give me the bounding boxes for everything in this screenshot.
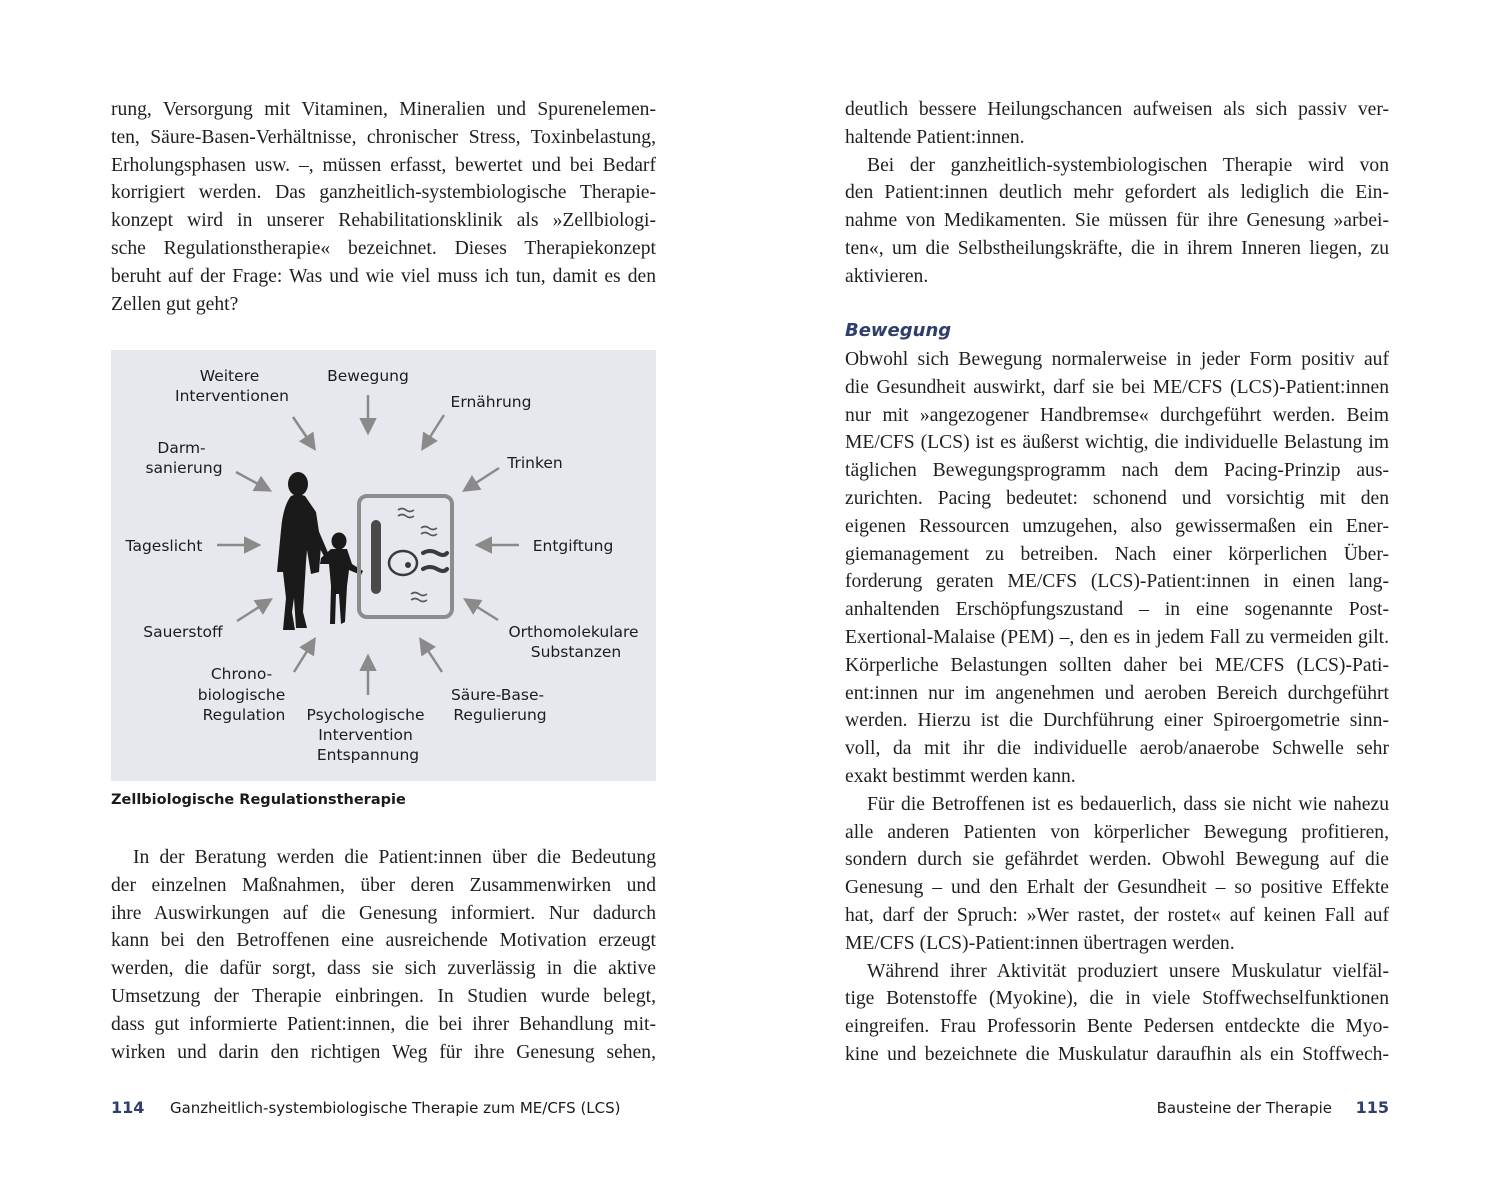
- label-psycho: Psychologische Intervention Entspannung: [306, 706, 425, 764]
- left-paragraph-1: [111, 96, 656, 318]
- label-ortho: Orthomolekulare Substanzen: [508, 623, 639, 661]
- text-line: tige Botenstoffe (Myokine), die in viele Stoffwechselfunktionen: [845, 988, 1389, 1010]
- text-line: sondern durch sie gefährdet werden. Obwohl Bewegung auf die: [845, 849, 1389, 871]
- text-line: alle anderen Patienten von körperlicher Bewegung profitieren,: [845, 821, 1389, 843]
- diagram-canvas: [111, 350, 656, 781]
- text-line: hat, darf der Spruch: »Wer rastet, der rostet« auf keinen Fall auf: [845, 904, 1389, 926]
- text-line: eingreifen. Frau Professorin Bente Pedersen entdeckte die Myo-: [845, 1016, 1389, 1038]
- text-line: Körperliche Belastungen sollten daher bei ME/CFS (LCS)-Pati-: [845, 654, 1389, 676]
- text-line: nahme von Medikamenten. Sie müssen für ihre Genesung »arbei-: [845, 210, 1389, 232]
- paragraph: [111, 844, 656, 1066]
- text-line: haltende Patient:innen.: [845, 126, 1025, 148]
- text-line: deutlich bessere Heilungschancen aufweisen als sich passiv ver-: [845, 99, 1389, 120]
- text-line: korrigiert werden. Das ganzheitlich-systembiologische Therapie-: [111, 182, 656, 204]
- paragraph: [845, 152, 1389, 291]
- label-darm: Darm- sanierung: [145, 439, 223, 477]
- left-paragraph-2: [111, 844, 656, 1066]
- arrow-sauerstoff: [237, 600, 270, 621]
- text-line: giemanagement zu betreiben. Nach einer körperlichen Über-: [845, 543, 1389, 565]
- figure-caption: Zellbiologische Regulationstherapie: [111, 792, 406, 808]
- text-line: Während ihrer Aktivität produziert unsere Muskulatur vielfäl-: [867, 960, 1389, 982]
- label-entgiftung: Entgiftung: [532, 537, 614, 555]
- child-silhouette-icon: [320, 533, 363, 625]
- paragraph: [845, 346, 1389, 791]
- text-line: Bei der ganzheitlich-systembiologischen Therapie wird von: [867, 154, 1389, 176]
- text-line: konzept wird in unserer Rehabilitationsklinik als »Zellbiologi-: [111, 210, 656, 232]
- arrow-saeure: [421, 640, 442, 672]
- text-line: dass gut informierte Patient:innen, die bei ihrer Behandlung mit-: [111, 1013, 656, 1035]
- arrow-chrono: [294, 640, 314, 672]
- text-line: forderung geraten ME/CFS (LCS)-Patient:innen in einen lang-: [845, 571, 1389, 593]
- right-page: [750, 0, 1500, 1195]
- paragraph: [845, 791, 1389, 958]
- arrow-ernaehrung: [423, 415, 444, 448]
- arrow-weitere: [293, 417, 314, 448]
- label-bewegung: Bewegung: [327, 367, 409, 385]
- section-heading: Bewegung: [845, 320, 952, 341]
- paragraph: [845, 96, 1389, 152]
- text-line: den Patient:innen deutlich mehr gefordert als lediglich die Ein-: [845, 182, 1389, 204]
- text-line: beruht auf der Frage: Was und wie viel muss ich tun, damit es den: [111, 265, 656, 287]
- running-title: Bausteine der Therapie: [1156, 1099, 1333, 1117]
- page-number: 115: [1355, 1098, 1389, 1117]
- text-line: rung, Versorgung mit Vitaminen, Mineralien und Spurenelemen-: [111, 99, 656, 120]
- text-line: ent:innen nur im angenehmen und aeroben Bereich durchgeführt: [845, 682, 1389, 704]
- text-line: ME/CFS (LCS) ist es äußerst wichtig, die individuelle Belastung im: [845, 432, 1389, 454]
- text-line: anhaltenden Erschöpfungszustand – in eine sogenannte Post-: [845, 599, 1389, 621]
- label-weitere: Weitere Interventionen: [175, 367, 289, 405]
- text-line: Umsetzung der Therapie einbringen. In Studien wurde belegt,: [111, 985, 656, 1007]
- running-title: Ganzheitlich-systembiologische Therapie zum ME/CFS (LCS): [169, 1099, 621, 1117]
- text-line: wirken und darin den richtigen Weg für ihre Genesung sehen,: [111, 1041, 656, 1063]
- cell-icon: [359, 496, 452, 617]
- text-line: In der Beratung werden die Patient:innen über die Bedeutung: [133, 847, 656, 868]
- text-line: kine und bezeichnete die Muskulatur daraufhin als ein Stoffwech-: [845, 1043, 1389, 1065]
- text-line: werden, die dafür sorgt, dass sie sich zuverlässig in die aktive: [111, 958, 656, 980]
- person-silhouette-icon: [277, 472, 329, 630]
- text-line: eigenen Ressourcen umzugehen, also gewissermaßen ein Ener-: [845, 515, 1389, 537]
- text-line: Erholungsphasen usw. –, müssen erfasst, bewertet und bei Bedarf: [111, 154, 656, 176]
- label-tageslicht: Tageslicht: [125, 537, 203, 555]
- label-ernaehrung: Ernährung: [450, 393, 532, 411]
- label-chrono: Chrono- biologische Regulation: [197, 665, 286, 724]
- text-line: exakt bestimmt werden kann.: [845, 765, 1076, 787]
- text-line: Zellen gut geht?: [111, 293, 239, 315]
- arrow-trinken: [465, 468, 499, 490]
- text-line: Obwohl sich Bewegung normalerweise in jeder Form positiv auf: [845, 349, 1389, 370]
- text-line: nur mit »angezogener Handbremse« durchgeführt werden. Beim: [845, 404, 1389, 426]
- label-saeure: Säure-Base- Regulierung: [450, 686, 547, 724]
- left-footer: [111, 1098, 621, 1117]
- text-line: ten, Säure-Basen-Verhältnisse, chronischer Stress, Toxinbelastung,: [111, 126, 656, 148]
- text-line: voll, da mit ihr die individuelle aerob/anaerobe Schwelle sehr: [845, 738, 1389, 760]
- therapy-diagram: [111, 350, 656, 781]
- arrows: [217, 395, 519, 695]
- text-line: werden. Hierzu ist die Durchführung einer Spiroergometrie sinn-: [845, 710, 1389, 732]
- right-paragraph-1: [845, 96, 1389, 291]
- text-line: der einzelnen Maßnahmen, über deren Zusammenwirken und: [111, 874, 656, 896]
- text-line: Exertional-Malaise (PEM) –, den es in jedem Fall zu vermeiden gilt.: [845, 626, 1389, 648]
- text-line: ME/CFS (LCS)-Patient:innen übertragen werden.: [845, 932, 1235, 954]
- right-footer: [1157, 1098, 1389, 1117]
- right-paragraph-3: [845, 346, 1389, 1069]
- text-line: kann bei den Betroffenen eine ausreichende Motivation erzeugt: [111, 930, 656, 952]
- label-sauerstoff: Sauerstoff: [143, 623, 223, 641]
- arrow-darm: [236, 472, 269, 490]
- text-line: aktivieren.: [845, 265, 929, 287]
- paragraph: [111, 96, 656, 318]
- paragraph: [845, 958, 1389, 1069]
- page-number: 114: [111, 1098, 145, 1117]
- text-line: ten«, um die Selbstheilungskräfte, die in ihrem Inneren liegen, zu: [845, 237, 1389, 259]
- text-line: die Gesundheit auswirkt, darf sie bei ME/CFS (LCS)-Patient:innen: [845, 376, 1389, 398]
- arrow-ortho: [466, 600, 498, 620]
- text-line: sche Regulationstherapie« bezeichnet. Dieses Therapiekonzept: [111, 237, 656, 259]
- text-line: täglichen Bewegungsprogramm nach dem Pacing-Prinzip aus-: [845, 460, 1389, 482]
- text-line: Für die Betroffenen ist es bedauerlich, dass sie nicht wie nahezu: [867, 793, 1389, 815]
- text-line: ihre Auswirkungen auf die Genesung informiert. Nur dadurch: [111, 902, 656, 924]
- label-trinken: Trinken: [507, 454, 563, 472]
- text-line: zurichten. Pacing bedeutet: schonend und vorsichtig mit den: [845, 487, 1389, 509]
- text-line: Genesung – und den Erhalt der Gesundheit – so positive Effekte: [845, 877, 1389, 899]
